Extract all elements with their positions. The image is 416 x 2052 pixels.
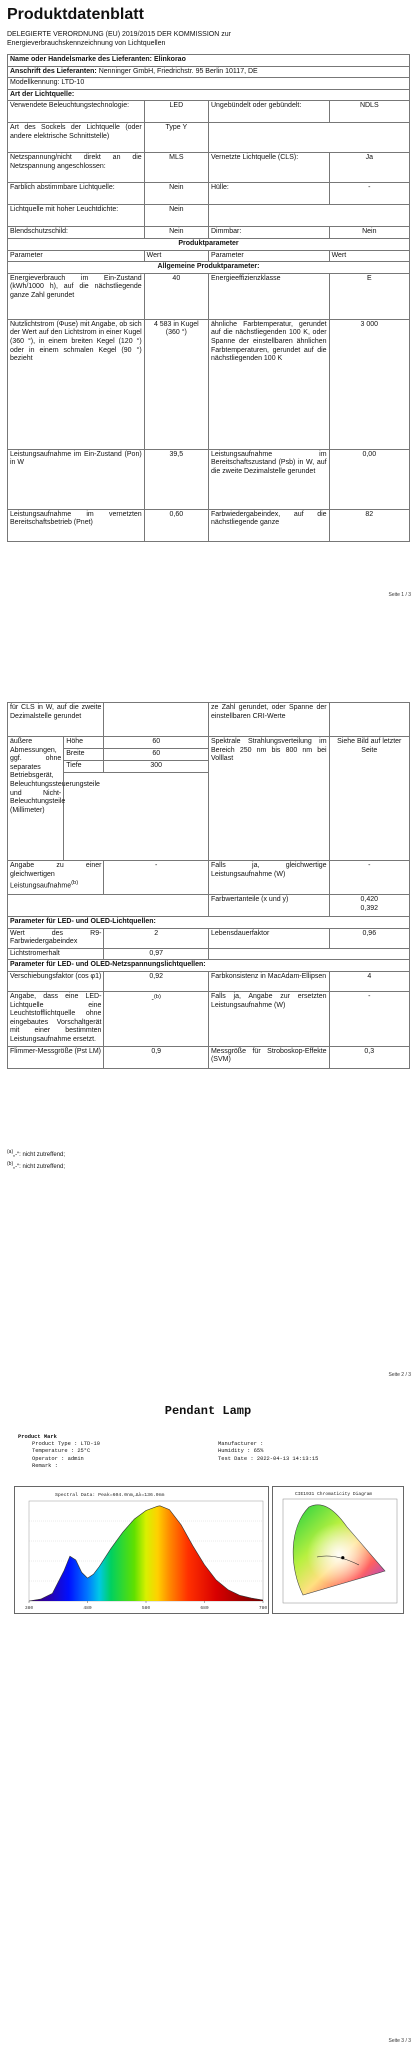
chroma-y: 0,392 xyxy=(360,904,379,912)
model-row: Modellkennung: LTD-10 xyxy=(8,78,410,90)
glare-value: Nein xyxy=(144,227,208,239)
equiv-yes-value: - xyxy=(329,861,409,895)
dims-label: äußere Abmessungen, ggf. ohne separates Betriebsgerät, Beleuchtungssteuerungsteile und Nicht-Beleuchtungsteile (Millimeter) xyxy=(8,737,64,861)
envelope-label: Hülle: xyxy=(208,183,329,205)
manufacturer-label: Manufacturer xyxy=(218,1441,257,1448)
replace-yes-label: Falls ja, Angabe zur ersetzten Leistungsaufnahme (W) xyxy=(208,991,329,1046)
r9-label: Wert des R9-Farbwiedergabeindex xyxy=(8,928,104,948)
model-value: LTD-10 xyxy=(61,79,85,87)
socket-value: Type Y xyxy=(144,123,208,153)
spectrum-chart xyxy=(15,1487,268,1613)
mains-label: Netzspannung/nicht direkt an die Netzspannung angeschlossen: xyxy=(8,153,145,183)
luminance-label: Lichtquelle mit hoher Leuchtdichte: xyxy=(8,205,145,227)
standby-label: Leistungsaufnahme im Bereitschaftszustand (Psb) in W, auf die zweite Dezimalstelle gerundet xyxy=(208,449,329,509)
regulation-subtitle: DELEGIERTE VERORDNUNG (EU) 2019/2015 DER KOMMISSION zur Energieverbrauchskennzeichnung von Lichtquellen xyxy=(7,31,231,47)
equiv-value: - xyxy=(104,861,209,895)
spectral-label: Spektrale Strahlungsverteilung im Bereich 250 nm bis 800 nm bei Volllast xyxy=(208,737,329,861)
netstandby-label: Leistungsaufnahme im vernetzten Bereitschaftsbetrieb (Pnet) xyxy=(8,509,145,541)
spectrum-x-tick-label: 480 xyxy=(83,1606,92,1611)
chromaticity-point xyxy=(341,1556,344,1559)
spectrum-x-ticks xyxy=(25,1601,268,1611)
light-source-section: Art der Lichtquelle: xyxy=(8,89,410,101)
width-value: 60 xyxy=(104,749,209,761)
remark-label: Remark xyxy=(32,1462,52,1469)
connected-label: Vernetzte Lichtquelle (CLS): xyxy=(208,153,329,183)
col-header-parameter-2: Parameter xyxy=(208,250,329,262)
document-title: Produktdatenblatt xyxy=(7,6,144,23)
maintenance-label: Lichtstromerhalt xyxy=(8,948,104,960)
cie-title: CIE1931 Chromaticity Diagram xyxy=(295,1492,373,1497)
flicker-label: Flimmer-Messgröße (Pst LM) xyxy=(8,1046,104,1068)
supplier-name-row: Name oder Handelsmarke des Lieferanten: Elinkorao xyxy=(8,55,410,67)
footnote-b: $^{(b)}$„-“: nicht zutreffend; xyxy=(7,1161,66,1170)
survival-label: Lebensdauerfaktor xyxy=(208,928,329,948)
socket-label: Art des Sockels der Lichtquelle (oder andere elektrische Schnittstelle) xyxy=(8,123,145,153)
efficiency-value: E xyxy=(329,273,409,319)
replace-label: Angabe, dass eine LED-Lichtquelle eine Leuchtstofflichtquelle ohne eingebautes Vorschaltgerät mit einer bestimmten Leistungsaufnahme ersetzt. xyxy=(8,991,104,1046)
spectrum-panel xyxy=(14,1486,269,1614)
operator-label: Operator xyxy=(32,1455,58,1462)
connected-value: Ja xyxy=(329,153,409,183)
type-label: Product Type xyxy=(32,1441,71,1448)
footnote-a: $^{(a)}$„-“: nicht zutreffend; xyxy=(7,1149,66,1158)
energy-label: Energieverbrauch im Ein-Zustand (kWh/1000 h), auf die nächstliegende ganze Zahl gerundet xyxy=(8,273,145,319)
tunable-value: Nein xyxy=(144,183,208,205)
product-mark-label: Product Mark xyxy=(18,1434,57,1440)
type-value: LTD-10 xyxy=(80,1441,100,1448)
page-number-1: Seite 1 / 3 xyxy=(388,592,411,598)
macadam-label: Farbkonsistenz in MacAdam-Ellipsen xyxy=(208,971,329,991)
equiv-yes-label: Falls ja, gleichwertige Leistungsaufnahme (W) xyxy=(208,861,329,895)
spectrum-x-tick-label: 780 xyxy=(258,1606,268,1611)
tunable-label: Farblich abstimmbare Lichtquelle: xyxy=(8,183,145,205)
address-value: Nenninger GmbH, Friedrichstr. 95 Berlin 10117, DE xyxy=(98,67,258,75)
temperature-label: Temperature xyxy=(32,1448,68,1455)
humidity-label: Humidity xyxy=(218,1448,244,1455)
spectrum-x-tick-label: 380 xyxy=(24,1606,34,1611)
chroma-label: Farbwertanteile (x und y) xyxy=(208,895,329,917)
power-label: Leistungsaufnahme im Ein-Zustand (Pon) in W xyxy=(8,449,145,509)
dimmable-label: Dimmbar: xyxy=(208,227,329,239)
depth-label: Tiefe xyxy=(64,761,104,773)
mains-section: Parameter für LED- und OLED-Netzspannungslichtquellen: xyxy=(8,960,410,972)
tech-value: LED xyxy=(144,101,208,123)
replace-value: -$^{(b)}$ xyxy=(104,991,209,1046)
cont-right-label: ze Zahl gerundet, oder Spanne der einstellbaren CRI-Werte xyxy=(208,703,329,737)
temperature-value: 25°C xyxy=(77,1448,91,1455)
pf-label: Verschiebungsfaktor (cos φ1) xyxy=(8,971,104,991)
mains-value: MLS xyxy=(144,153,208,183)
standby-value: 0,00 xyxy=(329,449,409,509)
width-label: Breite xyxy=(64,749,104,761)
maintenance-value: 0,97 xyxy=(104,948,209,960)
spectrum-x-tick-label: 580 xyxy=(141,1606,151,1611)
flux-label: Nutzlichtstrom (Φuse) mit Angabe, ob sich der Wert auf den Lichtstrom in einer Kugel (360 °), in einem breiten Kegel (120 °) oder in einem schmalen Kegel (90 °) bezieht xyxy=(8,319,145,449)
product-params-header: Produktparameter xyxy=(8,238,410,250)
luminance-value: Nein xyxy=(144,205,208,227)
energy-value: 40 xyxy=(144,273,208,319)
equiv-label: Angabe zu einer gleichwertigen Leistungsaufnahme$^{(b)}$ xyxy=(8,861,104,895)
cri-value: 82 xyxy=(329,509,409,541)
led-section: Parameter für LED- und OLED-Lichtquellen: xyxy=(8,917,410,929)
date-label: Test Date xyxy=(218,1455,248,1462)
col-header-value-2: Wert xyxy=(329,250,409,262)
product-info: Product Mark Product Type : LTD-10 Manufacturer : Temperature : 25°C Humidity : 65% Operator : admin Test Date : 2022-04-13 14:13:15 Remark : xyxy=(18,1434,408,1470)
page-number-2: Seite 2 / 3 xyxy=(388,1372,411,1378)
bundled-label: Ungebündelt oder gebündelt: xyxy=(208,101,329,123)
datasheet-table-2 xyxy=(7,702,410,1069)
spectrum-title: Spectral Data: Peak=604.0nm,Δλ=136.0nm xyxy=(55,1493,165,1498)
address-row: Anschrift des Lieferanten: Nenninger GmbH, Friedrichstr. 95 Berlin 10117, DE xyxy=(8,66,410,78)
operator-value: admin xyxy=(67,1455,84,1462)
col-header-value: Wert xyxy=(144,250,208,262)
spectral-value: Siehe Bild auf letzter Seite xyxy=(329,737,409,861)
strobo-label: Messgröße für Stroboskop-Effekte (SVM) xyxy=(208,1046,329,1068)
macadam-value: 4 xyxy=(329,971,409,991)
cct-value: 3 000 xyxy=(329,319,409,449)
general-section: Allgemeine Produktparameter: xyxy=(8,262,410,274)
cie-chart xyxy=(273,1487,403,1613)
cie-white-region xyxy=(293,1505,385,1595)
cri-label: Farbwiedergabeindex, auf die nächstliegende ganze xyxy=(208,509,329,541)
netstandby-value: 0,60 xyxy=(144,509,208,541)
footnotes xyxy=(7,1148,65,1172)
height-label: Höhe xyxy=(64,737,104,749)
spectrum-x-tick-label: 680 xyxy=(200,1606,209,1611)
power-value: 39,5 xyxy=(144,449,208,509)
r9-value: 2 xyxy=(104,928,209,948)
dimmable-value: Nein xyxy=(329,227,409,239)
cct-label: ähnliche Farbtemperatur, gerundet auf die nächstliegenden 100 K, oder Spanne der einstellbaren ähnlichen Farbtemperaturen, gerundet auf die nächstliegenden 100 K xyxy=(208,319,329,449)
date-value: 2022-04-13 14:13:15 xyxy=(256,1455,319,1462)
depth-value: 300 xyxy=(104,761,209,773)
chroma-x: 0,420 xyxy=(360,896,379,903)
supplier-name-value: Elinkorao xyxy=(153,56,186,63)
pf-value: 0,92 xyxy=(104,971,209,991)
bundled-value: NDLS xyxy=(329,101,409,123)
replace-yes-value: - xyxy=(329,991,409,1046)
page-3 xyxy=(0,1386,416,2052)
strobo-value: 0,3 xyxy=(329,1046,409,1068)
flux-value: 4 583 in Kugel (360 °) xyxy=(144,319,208,449)
datasheet-table-1 xyxy=(7,54,410,542)
chroma-values xyxy=(329,895,409,917)
survival-value: 0,96 xyxy=(329,928,409,948)
efficiency-label: Energieeffizienzklasse xyxy=(208,273,329,319)
flicker-value: 0,9 xyxy=(104,1046,209,1068)
spectrum-area xyxy=(29,1506,263,1601)
glare-label: Blendschutzschild: xyxy=(8,227,145,239)
report-title: Pendant Lamp xyxy=(164,1404,252,1418)
cont-left-label: für CLS in W, auf die zweite Dezimalstelle gerundet xyxy=(8,703,104,737)
page-2 xyxy=(0,606,416,1386)
tech-label: Verwendete Beleuchtungstechnologie: xyxy=(8,101,145,123)
cie-panel xyxy=(272,1486,404,1614)
humidity-value: 65% xyxy=(253,1448,264,1455)
height-value: 60 xyxy=(104,737,209,749)
envelope-value: - xyxy=(329,183,409,205)
col-header-parameter: Parameter xyxy=(8,250,145,262)
page-number-3: Seite 3 / 3 xyxy=(388,2038,411,2044)
page-1 xyxy=(0,0,416,606)
